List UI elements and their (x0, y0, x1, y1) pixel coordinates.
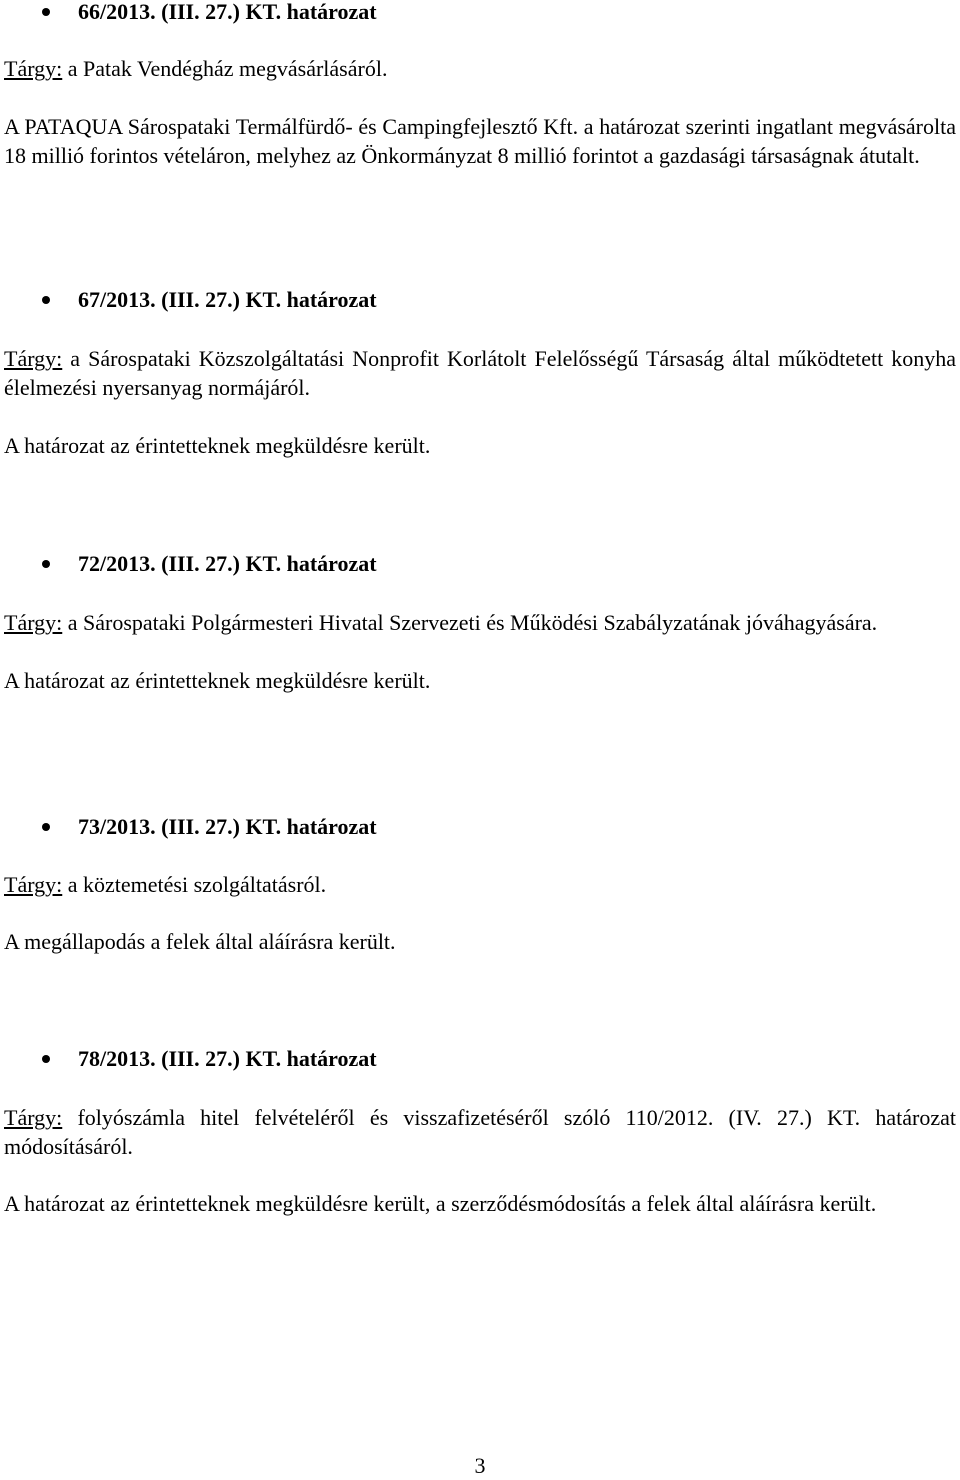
resolution-note: A PATAQUA Sárospataki Termálfürdő- és Campingfejlesztő Kft. a határozat szerinti ingatlant megvásárolta 18 millió forintos vételáron, melyhez az Önkormányzat 8 millió forintot a gazdasági társaságnak átutalt. (4, 114, 956, 168)
subject-label: Tárgy: (4, 1105, 63, 1130)
subject-label: Tárgy: (4, 872, 63, 897)
resolution-72 (4, 550, 956, 695)
resolution-78 (4, 1045, 956, 1218)
bullet-icon (42, 8, 50, 16)
subject-line (4, 344, 956, 402)
subject-line (4, 870, 956, 899)
subject-text: folyószámla hitel felvételéről és visszafizetéséről szóló 110/2012. (IV. 27.) KT. határozat módosításáról. (4, 1105, 956, 1159)
resolution-67 (4, 286, 956, 460)
subject-text: a köztemetési szolgáltatásról. (62, 872, 327, 897)
bullet-icon (42, 823, 50, 831)
resolution-note: A megállapodás a felek által aláírásra került. (4, 929, 396, 954)
resolution-note: A határozat az érintetteknek megküldésre került. (4, 433, 431, 458)
bullet-icon (42, 1055, 50, 1063)
resolution-73 (4, 813, 956, 956)
bullet-icon (42, 296, 50, 304)
resolution-note: A határozat az érintetteknek megküldésre került, a szerződésmódosítás a felek által aláírásra került. (4, 1191, 877, 1216)
subject-line (4, 54, 956, 83)
subject-text: a Patak Vendégház megvásárlásáról. (62, 56, 388, 81)
resolution-66 (4, 0, 956, 170)
page-number: 3 (474, 1453, 486, 1478)
resolution-heading: 67/2013. (III. 27.) KT. határozat (4, 286, 956, 314)
resolution-heading: 66/2013. (III. 27.) KT. határozat (4, 0, 956, 26)
subject-label: Tárgy: (4, 56, 63, 81)
subject-label: Tárgy: (4, 346, 63, 371)
subject-text: a Sárospataki Közszolgáltatási Nonprofit Korlátolt Felelősségű Társaság által működtetett konyha élelmezési nyersanyag normájáról. (4, 346, 956, 400)
subject-label: Tárgy: (4, 610, 63, 635)
resolution-heading: 73/2013. (III. 27.) KT. határozat (4, 813, 956, 841)
subject-line (4, 1103, 956, 1161)
resolution-heading: 78/2013. (III. 27.) KT. határozat (4, 1045, 956, 1073)
subject-text: a Sárospataki Polgármesteri Hivatal Szervezeti és Működési Szabályzatának jóváhagyására. (62, 610, 878, 635)
bullet-icon (42, 560, 50, 568)
resolution-heading: 72/2013. (III. 27.) KT. határozat (4, 550, 956, 578)
resolution-note: A határozat az érintetteknek megküldésre került. (4, 668, 431, 693)
subject-line (4, 608, 956, 637)
